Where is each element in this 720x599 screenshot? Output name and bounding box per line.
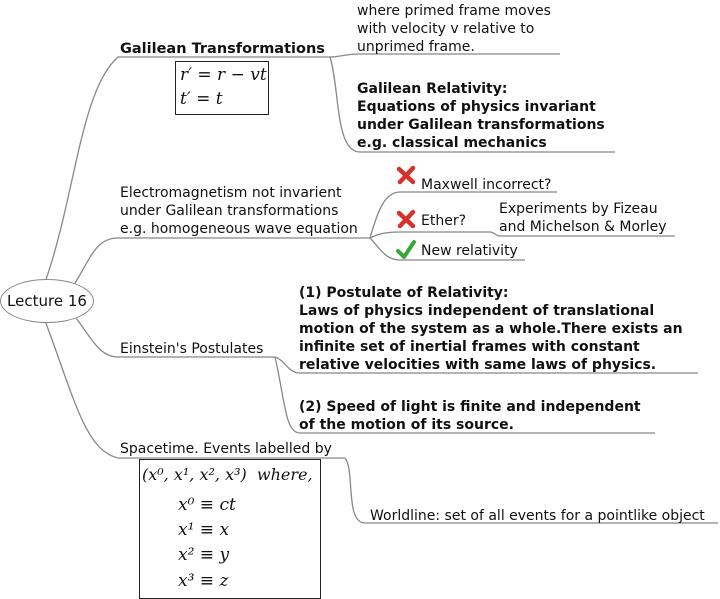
postulate-line: of the motion of its source. <box>299 417 514 433</box>
em-line: e.g. homogeneous wave equation <box>120 221 358 237</box>
em-option-maxwell[interactable]: Maxwell incorrect? <box>421 177 552 193</box>
ether-note-line: and Michelson & Morley <box>499 219 667 235</box>
em-option-new-relativity[interactable]: New relativity <box>421 243 518 259</box>
relativity-line: Galilean Relativity: <box>357 81 508 97</box>
spacetime-eq-line: x² ≡ y <box>178 545 230 565</box>
einstein-label[interactable]: Einstein's Postulates <box>120 341 264 357</box>
em-line: under Galilean transformations <box>120 203 339 219</box>
postulate-line: relative velocities with same laws of physics. <box>299 357 657 373</box>
galilean-eq-1: r′ = r − vt <box>180 65 267 85</box>
postulate-line: (2) Speed of light is finite and independent <box>299 399 641 415</box>
connector-root-em <box>72 238 370 288</box>
spacetime-eq-line: x⁰ ≡ ct <box>178 495 236 515</box>
galilean-title[interactable]: Galilean Transformations <box>120 41 325 57</box>
spacetime-equation-box <box>139 459 321 599</box>
postulate-line: infinite set of inertial frames with constant <box>299 339 640 355</box>
relativity-line: Equations of physics invariant <box>357 99 596 115</box>
worldline-node[interactable]: Worldline: set of all events for a pointlike object <box>370 508 705 524</box>
note-line: unprimed frame. <box>357 39 475 55</box>
root-node[interactable] <box>0 279 94 323</box>
galilean-eq-2: t′ = t <box>180 89 223 109</box>
cross-icon <box>395 208 417 230</box>
relativity-line: e.g. classical mechanics <box>357 135 547 151</box>
spacetime-eq-head: (x⁰, x¹, x², x³) where, <box>142 465 313 484</box>
cross-icon <box>395 164 417 186</box>
em-line: Electromagnetism not invarient <box>120 185 342 201</box>
note-line: with velocity v relative to <box>357 21 535 37</box>
em-option-ether[interactable]: Ether? <box>421 213 467 229</box>
postulate-line: Laws of physics independent of translational <box>299 303 655 319</box>
spacetime-eq-line: x³ ≡ z <box>178 571 229 591</box>
root-label: Lecture 16 <box>7 292 87 310</box>
check-icon <box>395 239 417 261</box>
connector-em-ether <box>370 232 490 238</box>
note-line: where primed frame moves <box>357 3 551 19</box>
spacetime-eq-line: x¹ ≡ x <box>178 520 230 540</box>
ether-note-line: Experiments by Fizeau <box>499 201 658 217</box>
postulate-line: motion of the system as a whole.There exists an <box>299 321 683 337</box>
galilean-equation-box <box>175 61 269 115</box>
postulate-line: (1) Postulate of Relativity: <box>299 285 509 301</box>
spacetime-label[interactable]: Spacetime. Events labelled by <box>120 441 332 457</box>
relativity-line: under Galilean transformations <box>357 117 605 133</box>
